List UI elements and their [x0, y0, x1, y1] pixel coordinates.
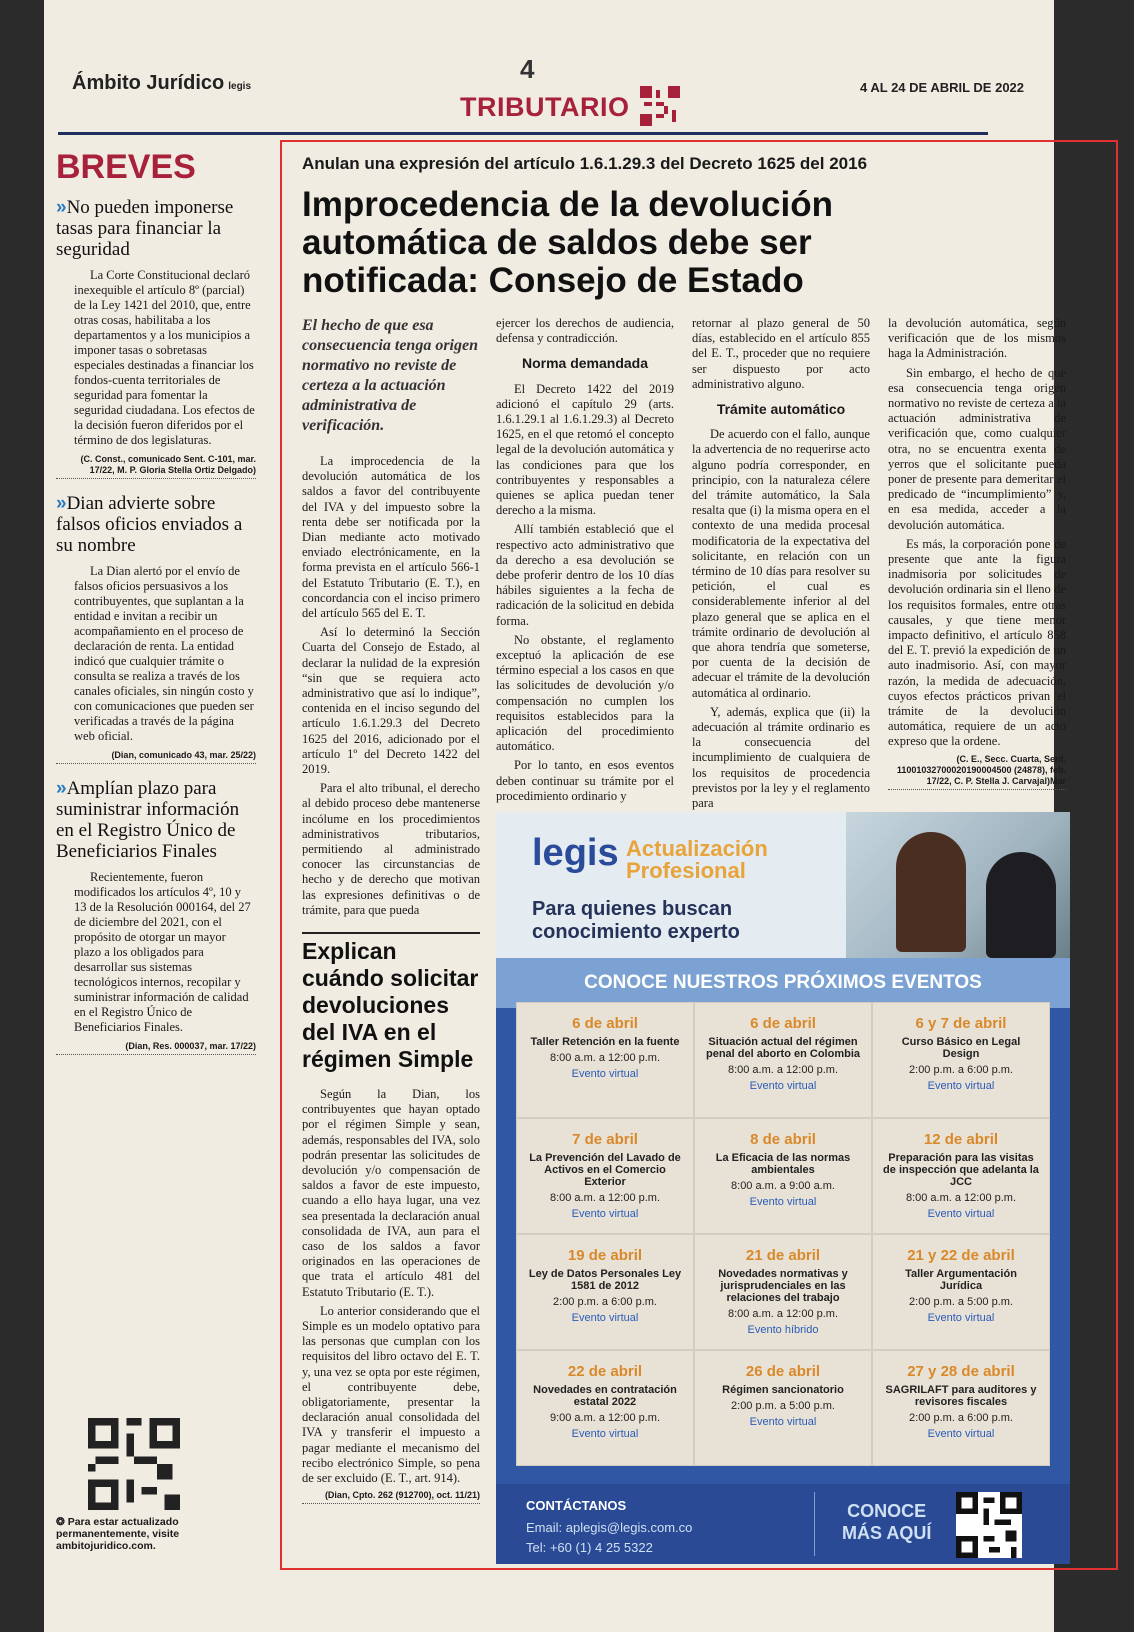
event-date: 22 de abril — [567, 1363, 643, 1380]
event-title: Taller Argumentación Jurídica — [905, 1268, 1017, 1292]
event-card[interactable] — [516, 1118, 694, 1234]
article-paragraph: Allí también estableció que el respectivo acto administrativo que da derecho a esa devolución se debe proferir dentro de los 10 días hábiles siguientes a la fecha de radicación de la solicitud en debida forma. — [496, 522, 674, 628]
event-date: 27 y 28 de abril — [907, 1363, 1015, 1380]
article-paragraph: retornar al plazo general de 50 días, establecido en el artículo 855 del E. T., proceder que no requiere ser dispuesto por acto administrativo alguno. — [692, 316, 870, 391]
event-mode: Evento virtual — [749, 1416, 817, 1428]
ad-title: Actualización Profesional — [626, 836, 768, 883]
article-paragraph: Según la Dian, los contribuyentes que hayan optado por el régimen Simple y sean, además, responsables del IVA, solo podrán presentar las solicitudes de devolución y/o compensación de saldos a favor de este impuesto, cuando a ello haya lugar, una vez sea presentada la declaración anual consolidada de IVA, aun para el caso de los saldos a favor originados en las operaciones de que trata el artículo 481 del Estatuto Tributario (E. T.). — [302, 1087, 480, 1299]
article-column-3 — [692, 316, 870, 815]
brief-body: Recientemente, fueron modificados los artículos 4º, 10 y 13 de la Resolución 000164, del 27 de diciembre del 2021, con el propósito de otorgar un mayor plazo a los obligados para desarrollar sus sistemas tecnológicos internos, recopilar y suministrar información de calidad en el Registro Único de Beneficiarios Finales. — [74, 870, 251, 1034]
article-headline: Improcedencia de la devolución automática de saldos debe ser notificada: Consejo de Estado — [302, 185, 833, 300]
ad-footer — [496, 1484, 1070, 1564]
event-date: 6 de abril — [572, 1015, 638, 1032]
article-paragraph: Es más, la corporación pone de presente que ante la figura inadmisoria por solicitudes de devolución ordinaria sin el lleno de los requisitos formales, entre otras causales, y que tiene menor impacto definitivo, el artículo 858 del E. T. previó la expedición de un auto inadmisorio. Así, con mayor razón, la medida de adecuación, cuyos efectos prácticos privan el trámite de la devolución automática, requiere de un acto expreso que la ordene. — [888, 536, 1066, 749]
event-date: 7 de abril — [572, 1131, 638, 1148]
event-mode: Evento virtual — [571, 1312, 639, 1324]
brief-headline: »Amplían plazo para suministrar información en el Registro Único de Beneficiarios Finales — [56, 778, 240, 862]
brief-headline: »No pueden imponerse tasas para financiar la seguridad — [56, 197, 234, 260]
contact-phone[interactable]: Tel: +60 (1) 4 25 5322 — [526, 1540, 653, 1555]
article-source: (Dian, Cpto. 262 (912700), oct. 11/21) — [302, 1490, 480, 1504]
event-card[interactable] — [516, 1002, 694, 1118]
article-paragraph: La improcedencia de la devolución automática de los saldos a favor del contribuyente del IVA y del impuesto sobre la renta debe ser notificada por la Dian mediante acto motivado enviado electrónicamente, en la forma prevista en el artículo 566-1 del Estatuto Tributario (E. T.), en concordancia con el inciso primero del artículo 565 del E. T. — [302, 454, 480, 621]
second-article — [302, 932, 480, 1504]
article-paragraph: Para el alto tribunal, el derecho al debido proceso debe mantenerse incólume en los procedimientos administrativos tributarios, permitiendo al administrado conocer las circunstancias de hecho y de derecho que motivan las expresiones definitivas o de trámite, para que pueda — [302, 781, 480, 917]
sidebar-note: ❂ Para estar actualizado permanentemente, visite ambitojuridico.com. — [56, 1516, 180, 1552]
article-paragraph: Por lo tanto, en esos eventos deben continuar su trámite por el procedimiento ordinario y — [496, 758, 674, 803]
event-title: Régimen sancionatorio — [722, 1384, 844, 1396]
brief-headline: »Dian advierte sobre falsos oficios enviados a su nombre — [56, 493, 243, 556]
contact-label: CONTÁCTANOS — [526, 1498, 627, 1513]
event-card[interactable] — [516, 1350, 694, 1466]
article-paragraph: la devolución automática, según verificación que de los mismos haga la Administración. — [888, 316, 1066, 361]
event-hours: 2:00 p.m. a 5:00 p.m. — [731, 1400, 835, 1412]
event-date: 6 y 7 de abril — [915, 1015, 1007, 1032]
brand-small: legis — [228, 81, 252, 92]
event-date: 12 de abril — [923, 1131, 999, 1148]
article-column-1 — [302, 316, 480, 922]
ad-tagline: Para quienes buscan conocimiento experto — [532, 898, 740, 943]
event-mode: Evento virtual — [927, 1428, 995, 1440]
event-title: Curso Básico en Legal Design — [901, 1036, 1021, 1060]
article-paragraph: Y, además, explica que (ii) la adecuación al trámite ordinario es la consecuencia del incumplimiento de cualquiera de los requisitos de procedencia previstos por la ley y el reglamento para — [692, 704, 870, 811]
breves-sidebar — [56, 148, 256, 1069]
breves-title: BREVES — [56, 148, 196, 186]
article-paragraph: Sin embargo, el hecho de que esa consecuencia tenga origen normativo no reviste de certeza a la actuación administrativa de verificación que, como cualquier otra, no se encuentra exenta de yerros que el solicitante pueda poner de presente para demeritar el predicado de “incumplimiento” y, en esa medida, acceder a la devolución automática. — [888, 365, 1066, 532]
article-paragraph: No obstante, el reglamento exceptuó la aplicación de ese término especial a los casos en que las solicitudes de devolución y/o compensación no cumplen los requisitos establecidos para la aplicación del procedimiento automático. — [496, 632, 674, 754]
events-band: CONOCE NUESTROS PRÓXIMOS EVENTOS — [496, 958, 1070, 1008]
event-date: 21 de abril — [745, 1247, 821, 1264]
article-paragraph: De acuerdo con el fallo, aunque la advertencia de no requerirse acto alguno podría corresponder, en principio, con la naturaleza célere del trámite automático, la Sala resalta que (i) la misma opera en el contexto de una medida procesal modificatoria de la expectativa del solicitante, en relación con un término de 10 días para resolver su petición, el cual es considerablemente inferior al del plazo general que se aplica en el trámite ordinario de devolución al que ahora tendría que someterse, por cuenta de la decisión de adecuar el trámite de la devolución automática al ordinario. — [692, 427, 870, 700]
event-card[interactable] — [516, 1234, 694, 1350]
legis-advertisement[interactable] — [496, 812, 1070, 1564]
event-title: Ley de Datos Personales Ley 1581 de 2012 — [528, 1268, 682, 1292]
event-hours: 8:00 a.m. a 9:00 a.m. — [731, 1180, 835, 1192]
qr-code-icon[interactable] — [956, 1492, 1022, 1558]
footer-divider — [814, 1492, 815, 1556]
brief-item — [56, 493, 256, 764]
event-title: Novedades en contratación estatal 2022 — [533, 1384, 677, 1408]
event-hours: 2:00 p.m. a 5:00 p.m. — [909, 1296, 1013, 1308]
qr-code-icon[interactable] — [88, 1418, 180, 1510]
brief-source: (C. Const., comunicado Sent. C-101, mar. 17/22, M. P. Gloria Stella Ortiz Delgado) — [56, 454, 256, 479]
event-hours: 8:00 a.m. a 12:00 p.m. — [727, 1308, 839, 1320]
event-hours: 8:00 a.m. a 12:00 p.m. — [549, 1052, 661, 1064]
issue-date: 4 AL 24 DE ABRIL DE 2022 — [860, 80, 1025, 95]
event-mode: Evento virtual — [749, 1080, 817, 1092]
event-date: 6 de abril — [750, 1015, 816, 1032]
event-mode: Evento híbrido — [747, 1324, 819, 1336]
event-card[interactable] — [694, 1234, 872, 1350]
event-title: La Prevención del Lavado de Activos en el Comercio Exterior — [529, 1152, 681, 1188]
cta-text[interactable]: CONOCE MÁS AQUÍ — [842, 1501, 932, 1543]
chevron-double-right-icon: » — [56, 778, 67, 799]
event-card[interactable] — [694, 1002, 872, 1118]
header-divider — [58, 132, 988, 135]
legis-logo: legis — [532, 832, 619, 874]
event-card[interactable] — [872, 1118, 1050, 1234]
article-paragraph: Así lo determinó la Sección Cuarta del Consejo de Estado, al declarar la nulidad de la expresión “sin que se requiera acto administrativo que así lo indique”, contenida en el inciso segundo del artículo 1.6.1.29.3 del Decreto 1625 del 2016, adicionado por el artículo 1º del Decreto 1422 del 2019. — [302, 625, 480, 777]
section-heading: Norma demandada — [521, 355, 649, 372]
event-mode: Evento virtual — [927, 1208, 995, 1220]
article-paragraph: Lo anterior considerando que el Simple es un modelo optativo para las personas que cumplan con los requisitos del libro octavo del E. T. y, una vez se opta por este régimen, el contribuyente debe, obligatoriamente, presentar la declaración anual consolidada del IVA y transferir el impuesto a pagar mediante el mecanismo del recibo electrónico Simple, so pena de ser excluido (E. T., art. 914). — [302, 1303, 480, 1486]
event-card[interactable] — [694, 1118, 872, 1234]
event-mode: Evento virtual — [927, 1312, 995, 1324]
event-hours: 8:00 a.m. a 12:00 p.m. — [905, 1192, 1017, 1204]
event-date: 21 y 22 de abril — [907, 1247, 1015, 1264]
contact-email[interactable]: Email: aplegis@legis.com.co — [526, 1520, 693, 1535]
section-heading: Trámite automático — [716, 401, 846, 418]
event-hours: 8:00 a.m. a 12:00 p.m. — [727, 1064, 839, 1076]
event-mode: Evento virtual — [749, 1196, 817, 1208]
article-paragraph: ejercer los derechos de audiencia, defensa y contradicción. — [496, 316, 674, 346]
event-hours: 8:00 a.m. a 12:00 p.m. — [549, 1192, 661, 1204]
events-grid — [516, 1002, 1050, 1466]
chevron-double-right-icon: » — [56, 493, 67, 514]
brief-body: La Corte Constitucional declaró inexequible el artículo 8º (parcial) de la Ley 1421 del 2010, que, entre otras cosas, habilitaba a los departamentos y a los municipios a imponer tasas o sobretasas especiales destinadas a financiar los fondos-cuenta territoriales de seguridad para fomentar la seguridad ciudadana. Los efectos de la decisión fueron diferidos por el término de dos legislaturas. — [74, 268, 255, 447]
event-hours: 2:00 p.m. a 6:00 p.m. — [553, 1296, 657, 1308]
brief-source: (Dian, Res. 000037, mar. 17/22) — [56, 1041, 256, 1055]
event-card[interactable] — [694, 1350, 872, 1466]
brief-item — [56, 197, 256, 479]
event-hours: 9:00 a.m. a 12:00 p.m. — [549, 1412, 661, 1424]
brief-item — [56, 778, 256, 1055]
event-mode: Evento virtual — [571, 1428, 639, 1440]
brief-source: (Dian, comunicado 43, mar. 25/22) — [56, 750, 256, 764]
page-number: 4 — [520, 54, 535, 84]
article-paragraph: El Decreto 1422 del 2019 adicionó el capítulo 29 (arts. 1.6.1.29.1 al 1.6.1.29.3) al Decreto 1625, en el que retomó el concepto legal de la devolución automática y las condiciones para que los contribuyentes y responsables a quienes se aplica puedan tener derecho a la misma. — [496, 381, 674, 518]
event-title: Taller Retención en la fuente — [530, 1036, 680, 1048]
event-title: Preparación para las visitas de inspección que adelanta la JCC — [883, 1152, 1039, 1188]
event-title: La Eficacia de las normas ambientales — [715, 1152, 851, 1176]
event-mode: Evento virtual — [571, 1208, 639, 1220]
event-date: 8 de abril — [750, 1131, 816, 1148]
article-source: (C. E., Secc. Cuarta, Sent. 11001032700020190004500 (24878), feb. 17/22, C. P. Stella J. Carvajal)Mar — [888, 754, 1066, 790]
event-hours: 2:00 p.m. a 6:00 p.m. — [909, 1412, 1013, 1424]
section-qr-icon — [640, 86, 680, 126]
event-card[interactable] — [872, 1002, 1050, 1118]
event-hours: 2:00 p.m. a 6:00 p.m. — [909, 1064, 1013, 1076]
event-card[interactable] — [872, 1234, 1050, 1350]
event-card[interactable] — [872, 1350, 1050, 1466]
pull-quote: El hecho de que esa consecuencia tenga origen normativo no reviste de certeza a la actuación administrativa de verificación. — [302, 317, 478, 434]
brand-name: Ámbito Jurídico legis — [72, 72, 252, 94]
ad-photo — [846, 812, 1070, 958]
event-mode: Evento virtual — [571, 1068, 639, 1080]
event-date: 19 de abril — [567, 1247, 643, 1264]
section-title: TRIBUTARIO — [460, 92, 630, 122]
event-mode: Evento virtual — [927, 1080, 995, 1092]
event-title: Novedades normativas y jurisprudenciales en las relaciones del trabajo — [718, 1268, 848, 1304]
article-column-4 — [888, 316, 1066, 790]
brief-body: La Dian alertó por el envío de falsos oficios persuasivos a los contribuyentes, que suplantan a la entidad e invitan a recibir un acompañamiento en el proceso de declaración de renta. La entidad indicó que cualquier trámite o consulta se realiza a través de los canales oficiales, sin ningún costo y con comunicaciones que pueden ser verificadas a través de la página web oficial. — [74, 564, 254, 743]
chevron-double-right-icon: » — [56, 197, 67, 218]
event-date: 26 de abril — [745, 1363, 821, 1380]
article-kicker: Anulan una expresión del artículo 1.6.1.29.3 del Decreto 1625 del 2016 — [302, 154, 868, 173]
article-column-2 — [496, 316, 674, 808]
info-icon: ❂ — [56, 1516, 68, 1528]
event-title: Situación actual del régimen penal del aborto en Colombia — [705, 1036, 861, 1060]
event-title: SAGRILAFT para auditores y revisores fiscales — [885, 1384, 1037, 1408]
second-article-headline: Explican cuándo solicitar devoluciones del IVA en el régimen Simple — [302, 932, 480, 1073]
